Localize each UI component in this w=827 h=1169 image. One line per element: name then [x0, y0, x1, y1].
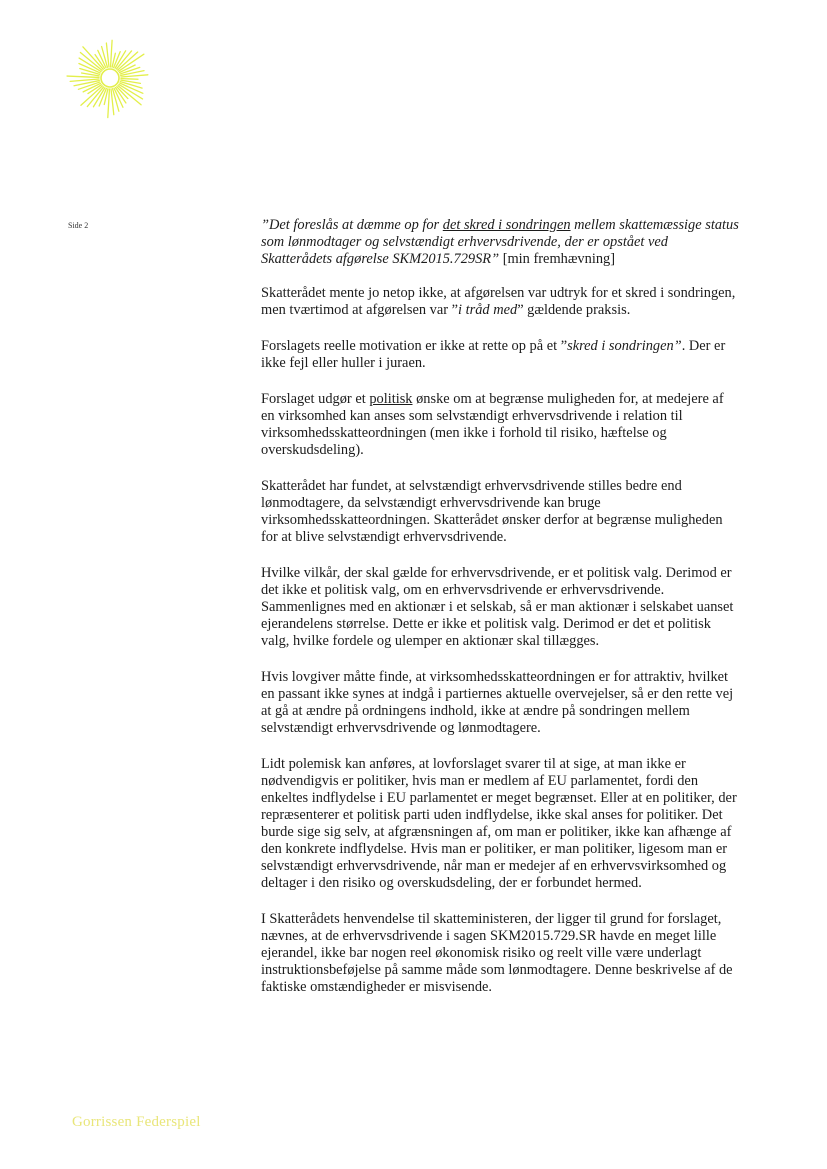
italic-phrase: skred i sondringen”: [567, 338, 682, 354]
quote-underlined-phrase: det skred i sondringen: [442, 217, 571, 233]
quote-text-end: mellem skattemæssige status som lønmodtager og selvstændigt erhvervsdrivende, der er opstået ved Skatterådets afgørelse SKM2015.729SR”: [261, 217, 739, 267]
page-number-label: Side 2: [68, 221, 89, 230]
paragraph-6: Hvis lovgiver måtte finde, at virksomhedsskatteordningen er for attraktiv, hvilket en passant ikke synes at indgå i partiernes aktuelle overvejelser, så er den rette vej at gå at ændre på ordningens indhold, ikke at ændre på sondringen mellem selvstændigt erhvervsdrivende og lønmodtagere.: [261, 669, 734, 736]
underlined-word: politisk: [369, 391, 413, 407]
paragraph-1: Skatterådet mente jo netop ikke, at afgørelsen var udtryk for et skred i sondringen, men tværtimod at afgørelsen var ”i tråd med” gældende praksis.: [261, 285, 736, 318]
document-body: [261, 217, 739, 1015]
paragraph-7: Lidt polemisk kan anføres, at lovforslaget svarer til at sige, at man ikke er nødvendigvis er politiker, hvis man er medlem af EU parlamentet, fordi den enkeltes indflydelse i EU parlamentet er meget begrænset. Eller at en politiker, der repræsenterer et politisk parti uden indflydelse, ikke skal anses for politiker. Det burde sige sig selv, at afgrænsningen af, om man er politiker, ikke kan afhænge af den konkrete indflydelse. Hvis man er politiker, er man politiker, ligesom man er selvstændigt erhvervsdrivende, når man er medejer af en erhvervsvirksomhed og deltager i den risiko og overskudsdeling, der er forbundet hermed.: [261, 756, 737, 891]
paragraph-2: Forslagets reelle motivation er ikke at rette op på et ”skred i sondringen”. Der er ikke fejl eller huller i juraen.: [261, 338, 726, 371]
quote-text-start: ”Det foreslås at dæmme op for: [261, 217, 443, 233]
paragraph-4: Skatterådet har fundet, at selvstændigt erhvervsdrivende stilles bedre end lønmodtagere, da selvstændigt erhvervsdrivende kan bruge virksomhedsskatteordningen. Skatterådet ønsker derfor at begrænse muligheden for at blive selvstændigt erhvervsdrivende.: [261, 478, 723, 545]
footer-brand-name: Gorrissen Federspiel: [72, 1114, 201, 1130]
sunburst-logo-icon: [58, 36, 162, 124]
quote-paragraph: [261, 217, 739, 268]
paragraph-8: I Skatterådets henvendelse til skatteministeren, der ligger til grund for forslaget, nævnes, at de erhvervsdrivende i sagen SKM2015.729.SR havde en meget lille ejerandel, ikke bar nogen reel økonomisk risiko og reelt ville være underlagt instruktionsbeføjelse på samme måde som lønmodtagere. Denne beskrivelse af de faktiske omstændigheder er misvisende.: [261, 911, 733, 995]
italic-phrase: i tråd med: [458, 302, 518, 318]
emphasis-note: [min fremhævning]: [499, 251, 615, 267]
paragraph-5: Hvilke vilkår, der skal gælde for erhvervsdrivende, er et politisk valg. Derimod er det ikke et politisk valg, om en erhvervsdrivende er erhvervsdrivende. Sammenlignes med en aktionær i et selskab, så er man aktionær i selskabet uanset ejerandelens størrelse. Dette er ikke et politisk valg. Derimod er det et politisk valg, hvilke fordele og ulemper en aktionær skal tillægges.: [261, 565, 734, 649]
paragraph-3: Forslaget udgør et politisk ønske om at begrænse muligheden for, at medejere af en virksomhed kan anses som selvstændigt erhvervsdrivende i relation til virksomhedsskatteordningen (men ikke i forhold til risiko, hæftelse og overskudsdeling).: [261, 391, 724, 458]
